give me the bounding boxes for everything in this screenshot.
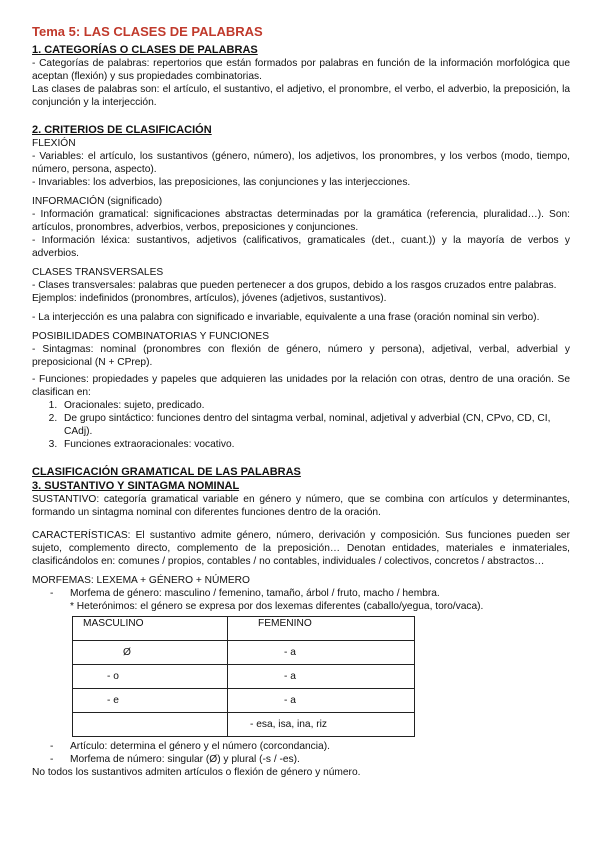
funciones-text: - Funciones: propiedades y papeles que adquieren las unidades por la relación con otras, dentro de una oración. Se clasifican en: [32,374,570,398]
numero-item: - Morfema de número: singular (Ø) y plural (-s / -es). [32,753,570,766]
table-row [73,713,415,737]
gender-table [72,616,415,737]
header-masculino: MASCULINO [73,617,228,641]
list-item: 2. De grupo sintáctico: funciones dentro del sintagma verbal, nominal, adjetival y adverbial (CN, CPvo, CD, CI, CAdj). [60,412,570,438]
table-cell: - e [73,689,228,713]
heteronimos-note: * Heterónimos: el género se expresa por dos lexemas diferentes (caballo/yegua, toro/vaca). [70,601,484,612]
informacion-lexica: - Información léxica: sustantivos, adjetivos (calificativos, gramaticales (det., cuant.)) y la mayoría de verbos y adverbios. [32,235,570,259]
clasificacion-heading: CLASIFICACIÓN GRAMATICAL DE LAS PALABRAS [32,466,301,478]
table-cell: - a [228,665,415,689]
table-cell: - a [228,641,415,665]
morfemas-list-2 [32,740,570,766]
clases-transversales-def: - Clases transversales: palabras que pueden pertenecer a dos grupos, debido a los rasgos cruzados entre palabras. [32,280,557,291]
informacion-label: INFORMACIÓN (significado) [32,196,163,207]
table-row [73,665,415,689]
document-title: Tema 5: LAS CLASES DE PALABRAS [32,24,263,39]
funciones-list [32,399,570,451]
categorias-definition: - Categorías de palabras: repertorios que están formados por palabras en función de la información morfológica que aceptan (flexión) y sus propiedades combinatorias. [32,58,570,82]
table-cell: - esa, isa, ina, riz [228,713,415,737]
clases-transversales-examples: Ejemplos: indefinidos (pronombres, artículos), jóvenes (adjetivos, sustantivos). [32,293,387,304]
flexion-variables: - Variables: el artículo, los sustantivos (género, número), los adjetivos, los pronombres, y los verbos (modo, tiempo, número, persona, aspecto). [32,151,570,175]
morfemas-label: MORFEMAS: LEXEMA + GÉNERO + NÚMERO [32,575,250,586]
clases-transversales-label: CLASES TRANSVERSALES [32,267,164,278]
list-item: 1. Oracionales: sujeto, predicado. [60,399,570,412]
caracteristicas-text: CARACTERÍSTICAS: El sustantivo admite género, número, derivación y composición. Sus funciones pueden ser sujeto, complemento directo, complemento de la preposición… Denotan entidades, materiales e inmateriales, clasificándolos en: comunes / propios, contables / no contables, individuales / colectivos, concretos / abstractos… [32,530,570,567]
closing-note: No todos los sustantivos admiten artículos o flexión de género y número. [32,767,361,778]
header-femenino: FEMENINO [228,617,415,641]
section-2-heading: 2. CRITERIOS DE CLASIFICACIÓN [32,124,212,136]
section-3-heading: 3. SUSTANTIVO Y SINTAGMA NOMINAL [32,480,240,492]
flexion-label: FLEXIÓN [32,138,76,149]
sustantivo-definition: SUSTANTIVO: categoría gramatical variable en género y número, que se combina con artículos y determinantes, formando un sintagma nominal con diferentes funciones dentro de la oración. [32,494,570,518]
table-row [73,641,415,665]
table-cell: - a [228,689,415,713]
list-item: 3. Funciones extraoracionales: vocativo. [60,438,570,451]
document-page [32,24,570,779]
morfemas-list [32,587,570,600]
table-header-row [73,617,415,641]
interjeccion-note: - La interjección es una palabra con significado e invariable, equivalente a una frase (oración nominal sin verbo). [32,312,540,323]
table-row [73,689,415,713]
table-cell: - o [73,665,228,689]
clases-list-paragraph: Las clases de palabras son: el artículo, el sustantivo, el adjetivo, el pronombre, el verbo, el adverbio, la preposición, la conjunción y la interjección. [32,84,570,108]
flexion-invariables: - Invariables: los adverbios, las preposiciones, las conjunciones y las interjecciones. [32,177,411,188]
genero-item: - Morfema de género: masculino / femenino, tamaño, árbol / fruto, macho / hembra. [32,587,570,600]
table-cell: Ø [73,641,228,665]
sintagmas-text: - Sintagmas: nominal (pronombres con flexión de género, número y persona), adjetival, verbal, adverbial y preposicional (N + CPrep). [32,344,570,368]
informacion-gramatical: - Información gramatical: significaciones abstractas determinadas por la gramática (referencia, pluralidad…). Son: artículos, pronombres, adverbios, verbos, preposiciones y conjunciones. [32,209,570,233]
posibilidades-label: POSIBILIDADES COMBINATORIAS Y FUNCIONES [32,331,270,342]
section-1-heading: 1. CATEGORÍAS O CLASES DE PALABRAS [32,44,258,56]
table-cell [73,713,228,737]
articulo-item: - Artículo: determina el género y el número (corcondancia). [32,740,570,753]
